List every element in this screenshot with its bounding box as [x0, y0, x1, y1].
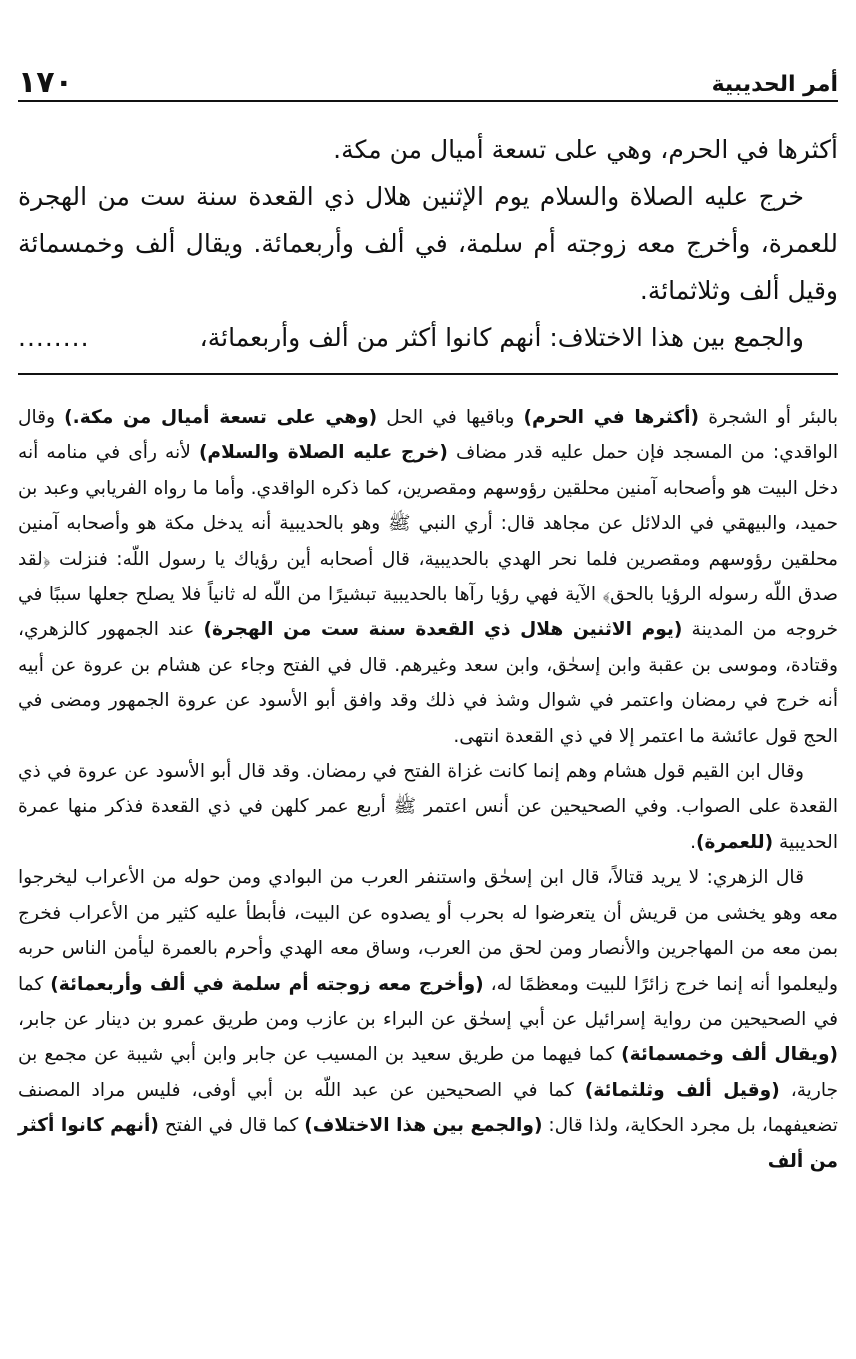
main-paragraph-3	[18, 314, 838, 361]
quoted-phrase: (ويقال ألف وخمسمائة)	[621, 1044, 838, 1066]
quoted-phrase: (أنهم كانوا أكثر من ألف	[18, 1115, 838, 1172]
main-paragraph-3-text: والجمع بين هذا الاختلاف: أنهم كانوا أكثر من ألف وأربعمائة،	[199, 323, 804, 352]
quoted-phrase: (للعمرة)	[696, 831, 774, 853]
header-rule	[18, 100, 838, 102]
commentary-paragraph-1	[18, 400, 838, 754]
quoted-phrase: (يوم الاثنين هلال ذي القعدة سنة ست من الهجرة)	[203, 619, 683, 641]
commentary-text-run: قال الزهري: لا يريد قتالاً، قال ابن إسحٰق واستنفر العرب من البوادي ومن حوله من الأعراب ليخرجوا معه وهو يخشى من قريش أن يتعرضوا له بحرب أو يصدوه عن البيت، فأبطأ عليه كثير من الأعراب فخرج بمن معه من المهاجرين والأنصار ومن لحق من العرب، وساق معه الهدي وأحرم بالعمرة ليأمن الناس حربه وليعلموا أنه إنما خرج زائرًا للبيت ومعظمًا له،	[18, 867, 839, 995]
running-title: أمر الحديبية	[711, 72, 838, 97]
quoted-phrase: (أكثرها في الحرم)	[523, 407, 700, 428]
main-text	[18, 126, 838, 361]
commentary-text-run: كما قال في الفتح	[158, 1115, 305, 1137]
page-header	[18, 58, 838, 98]
commentary-text	[18, 400, 838, 1179]
commentary-paragraph-2	[18, 754, 838, 860]
main-paragraph-1: أكثرها في الحرم، وهي على تسعة أميال من مكة.	[333, 135, 838, 164]
commentary-text-run: عند الجمهور كالزهري، وقتادة، وموسى بن عقبة وابن إسحٰق، وابن سعد وغيرهم. قال في الفتح وجاء عن هشام بن عروة عن أبيه أنه خرج في رمضان واعتمر في شوال وشذ في ذلك وقد وافق أبو الأسود عن عروة الجمهور ومضى في الحج قول عائشة ما اعتمر إلا في ذي القعدة انتهى.	[18, 619, 838, 747]
commentary-text-run: .	[690, 831, 697, 853]
quoted-phrase: (وهي على تسعة أميال من مكة.)	[64, 407, 378, 428]
quoted-phrase: (وأخرج معه زوجته أم سلمة في ألف وأربعمائة)	[50, 973, 484, 995]
commentary-text-run: كما فيهما من طريق سعيد بن المسيب عن جابر وابن أبي شيبة عن مجمع بن جارية،	[18, 1044, 838, 1101]
commentary-paragraph-3	[18, 860, 838, 1179]
commentary-text-run: لأنه رأى في منامه أنه دخل البيت هو وأصحابه آمنين محلقين رؤوسهم ومقصرين، كما ذكره الواقدي. وأما ما رواه الفريابي وعبد بن حميد، والبيهقي في الدلائل عن مجاهد قال: أري النبي ﷺ وهو بالحديبية أنه يدخل مكة هو وأصحابه آمنين محلقين رؤوسهم ومقصرين فلما نحر الهدي بالحديبية، قال أصحابه أين رؤياك يا رسول اللّه: فنزلت ﴿لقد صدق اللّه رسوله الرؤيا بالحق﴾ الآية فهي رؤيا رآها بالحديبية تبشيرًا من اللّه له ثانياً فلا يصلح جعلها سببًا في خروجه من المدينة	[18, 442, 839, 641]
quoted-phrase: (خرج عليه الصلاة والسلام)	[198, 442, 448, 464]
commentary-separator	[18, 373, 838, 375]
main-paragraph-2: خرج عليه الصلاة والسلام يوم الإثنين هلال ذي القعدة سنة ست من الهجرة للعمرة، وأخرج معه زوجته أم سلمة، في ألف وأربعمائة. ويقال ألف وخمسمائة وقيل ألف وثلاثمائة.	[18, 182, 838, 305]
page-number: ١٧٠	[18, 65, 73, 100]
quoted-phrase: (وقيل ألف وثلثمائة)	[584, 1079, 780, 1101]
commentary-text-run: بالبئر أو الشجرة	[699, 407, 838, 428]
continuation-dots: ........	[18, 323, 90, 352]
commentary-text-run: وقال ابن القيم قول هشام وهم إنما كانت غزاة الفتح في رمضان. وقد قال أبو الأسود عن عروة في ذي القعدة على الصواب. وفي الصحيحين عن أنس اعتمر ﷺ أربع عمر كلهن في ذي القعدة فذكر منها عمرة الحديبية	[18, 761, 838, 853]
quoted-phrase: (والجمع بين هذا الاختلاف)	[304, 1115, 543, 1137]
commentary-text-run: كما في الصحيحين عن عبد اللّه بن أبي أوفى، فليس مراد المصنف تضعيفهما، بل مجرد الحكاية، ولذا قال:	[18, 1079, 838, 1137]
commentary-text-run: وباقيها في الحل	[377, 407, 524, 428]
commentary-text-run: كما في الصحيحين من رواية إسرائيل عن أبي إسحٰق عن البراء بن عازب ومن طريق عمرو بن دينار عن جابر،	[18, 973, 838, 1030]
commentary-text-run: وقال الواقدي: من المسجد فإن حمل عليه قدر مضاف	[18, 407, 838, 464]
